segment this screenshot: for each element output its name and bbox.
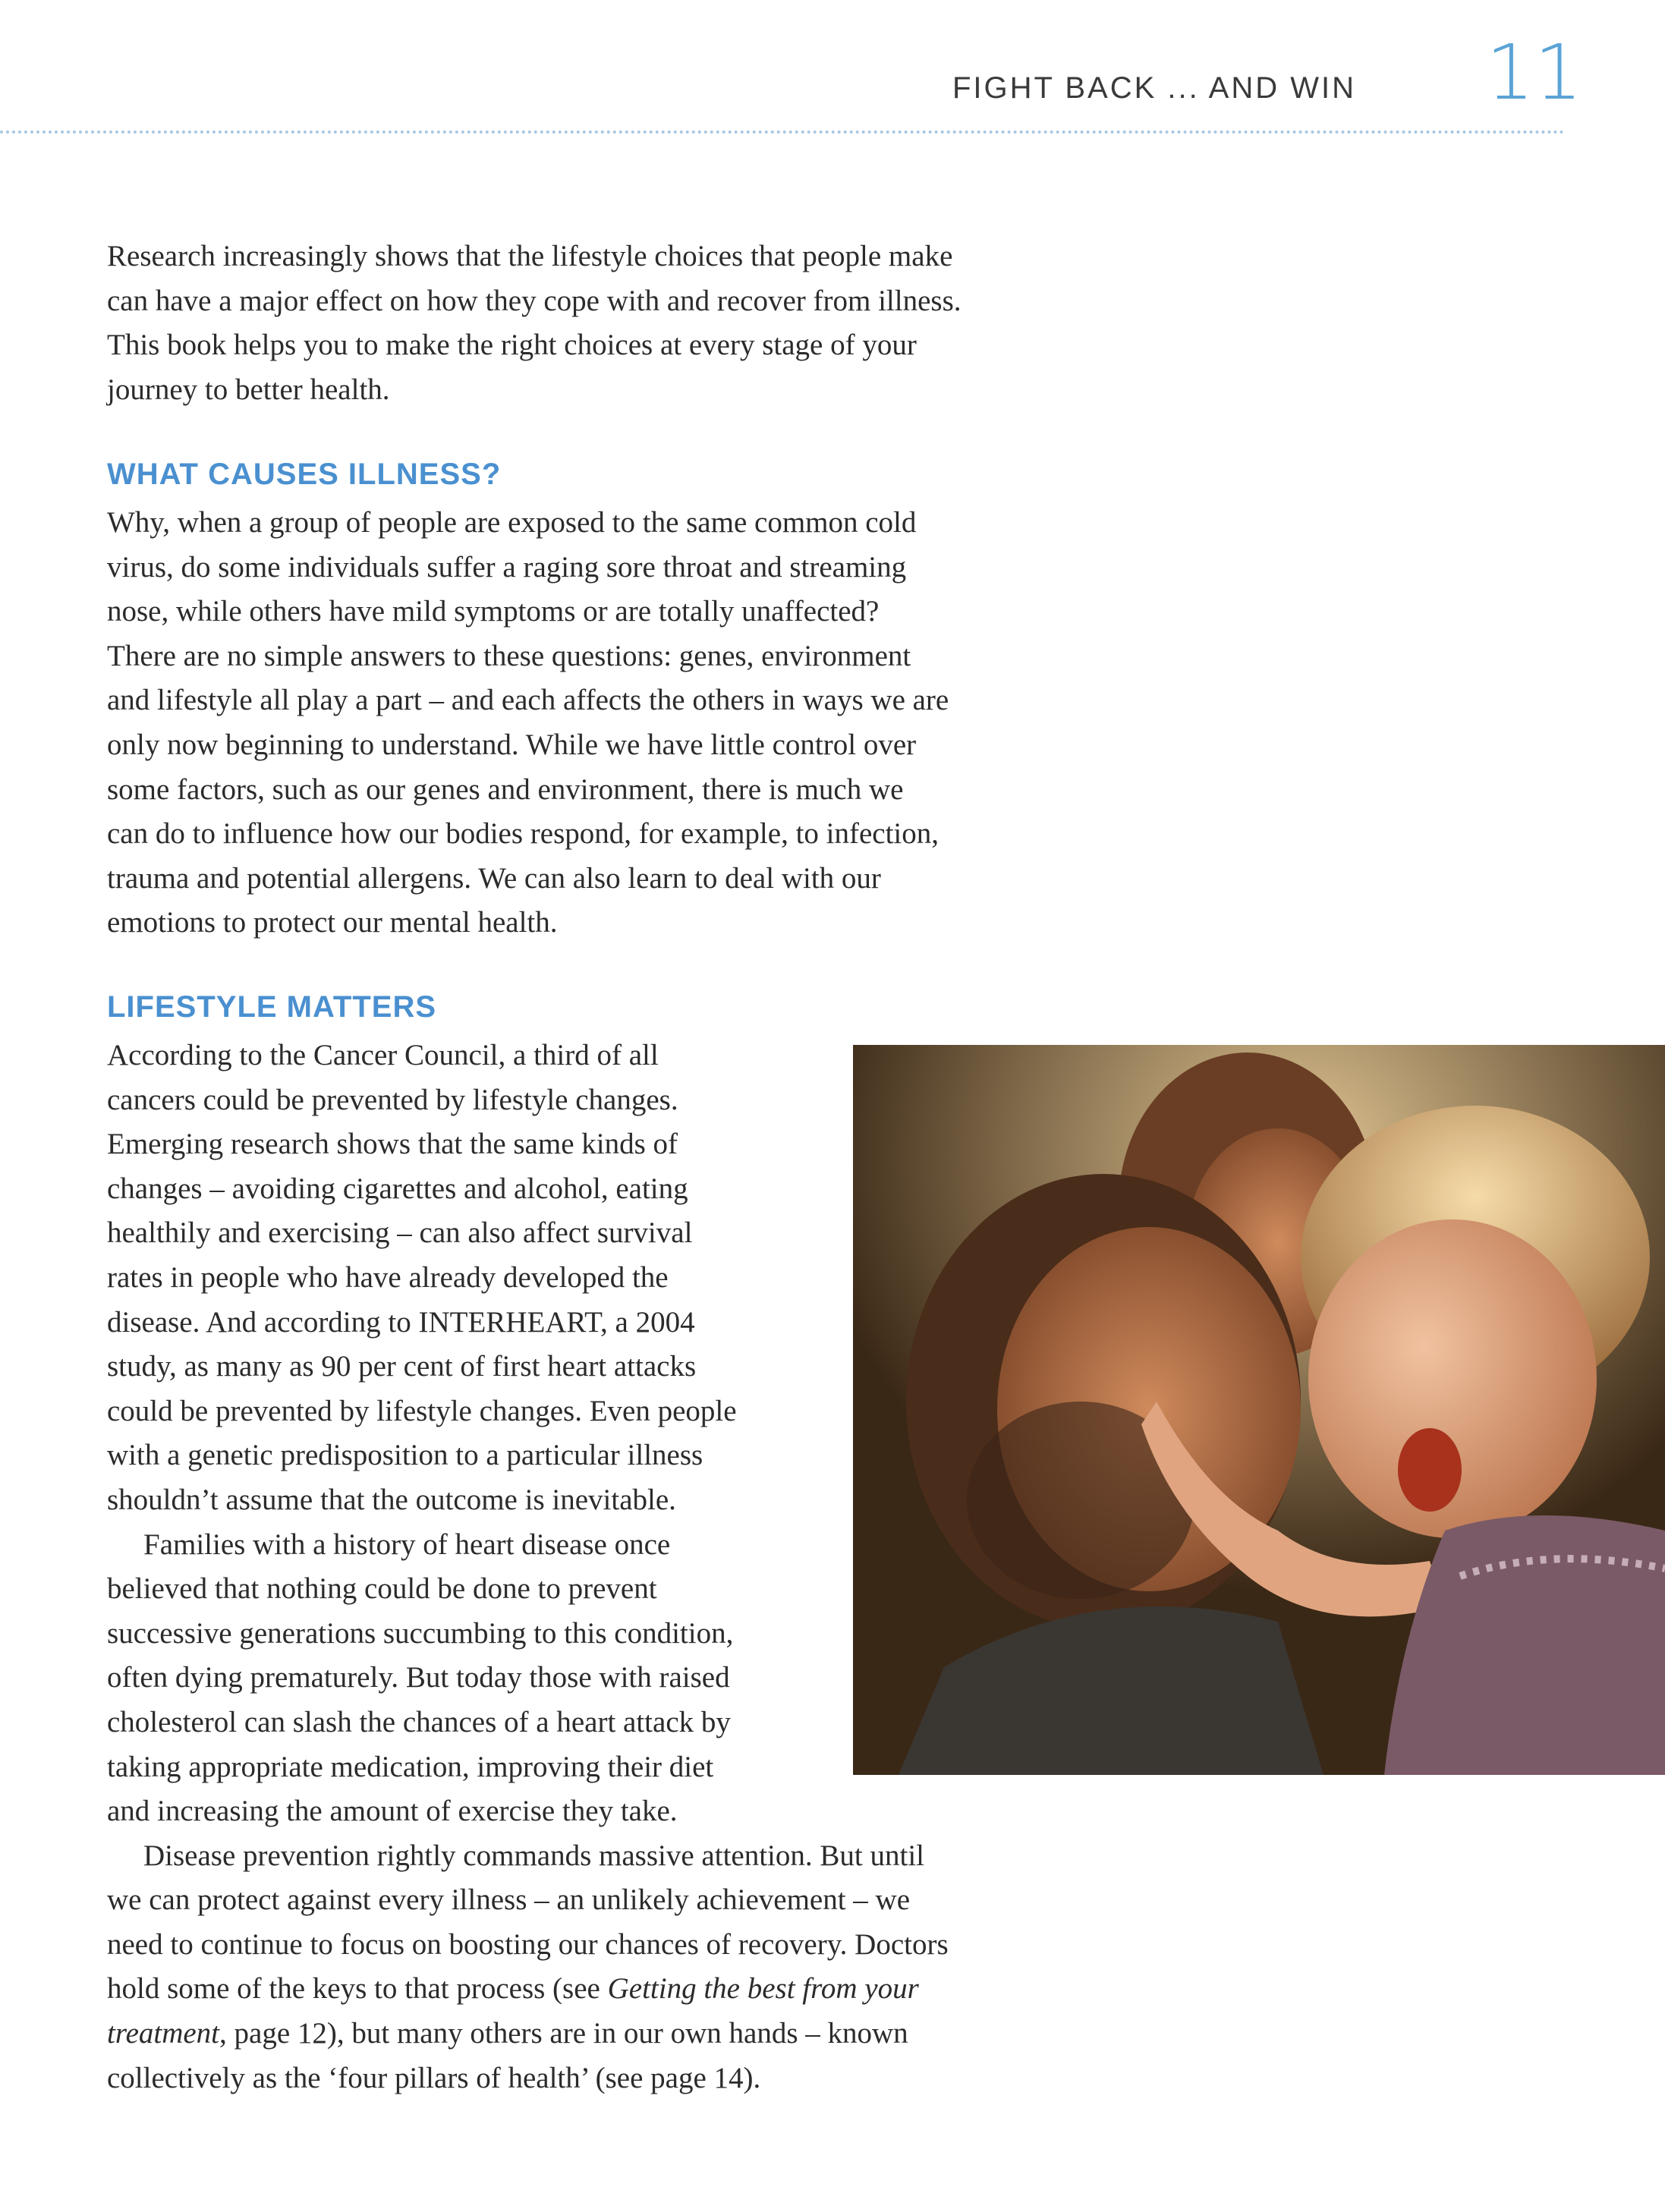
text-line: nose, while others have mild symptoms or are totally unaffected? (107, 595, 880, 628)
text-line: cholesterol can slash the chances of a heart attack by (107, 1705, 731, 1738)
text-line: Disease prevention rightly commands massive attention. But until (143, 1839, 924, 1872)
text-line: trauma and potential allergens. We can also learn to deal with our (107, 861, 881, 895)
causes-paragraph (107, 501, 949, 946)
lifestyle-body (107, 1034, 949, 2100)
text-line: journey to better health. (107, 373, 390, 406)
text-line: can do to influence how our bodies respond, for example, to infection, (107, 817, 940, 851)
text-line: need to continue to focus on boosting our chances of recovery. Doctors (107, 1927, 949, 1961)
text-line: successive generations succumbing to this condition, (107, 1616, 734, 1650)
text-line: changes – avoiding cigarettes and alcohol, eating (107, 1172, 688, 1205)
text-line: shouldn’t assume that the outcome is inevitable. (107, 1483, 676, 1516)
text-line: healthily and exercising – can also affect survival (107, 1216, 693, 1250)
text-line (107, 1967, 949, 2012)
text-line: This book helps you to make the right choices at every stage of your (107, 329, 917, 362)
text-line: study, as many as 90 per cent of first heart attacks (107, 1350, 697, 1383)
text-line: Research increasingly shows that the lifestyle choices that people make (107, 240, 953, 272)
text-line: Emerging research shows that the same kinds of (107, 1128, 678, 1161)
text-line (107, 2012, 949, 2056)
text-line: only now beginning to understand. While we have little control over (107, 728, 917, 761)
intro-paragraph (107, 234, 962, 412)
text-line: taking appropriate medication, improving their diet (107, 1750, 714, 1783)
text-line: with a genetic predisposition to a particular illness (107, 1439, 703, 1472)
text-line: emotions to protect our mental health. (107, 906, 558, 939)
text-line: and lifestyle all play a part – and each affects the others in ways we are (107, 684, 949, 717)
family-photo (853, 1045, 1665, 1775)
heading-lifestyle-matters: LIFESTYLE MATTERS (107, 990, 437, 1024)
book-title-italic: Getting the best from your (607, 1972, 919, 2006)
text-line: cancers could be prevented by lifestyle changes. (107, 1083, 678, 1116)
text-line: disease. And according to INTERHEART, a 2004 (107, 1305, 695, 1339)
text-line: virus, do some individuals suffer a raging sore throat and streaming (107, 550, 907, 584)
text-line: believed that nothing could be done to prevent (107, 1572, 657, 1606)
running-head-title: FIGHT BACK ... AND WIN (952, 71, 1356, 105)
text-line: can have a major effect on how they cope with and recover from illness. (107, 284, 962, 317)
text-line: collectively as the ‘four pillars of health’ (see page 14). (107, 2061, 761, 2094)
text-line: Families with a history of heart disease once (143, 1528, 671, 1561)
text-run: hold some of the keys to that process (see (107, 1972, 608, 2006)
text-line: Why, when a group of people are exposed to the same common cold (107, 506, 917, 539)
header-dotted-rule (0, 131, 1565, 134)
text-line: we can protect against every illness – an unlikely achievement – we (107, 1883, 911, 1917)
text-line: According to the Cancer Council, a third of all (107, 1039, 659, 1071)
text-line: often dying prematurely. But today those with raised (107, 1661, 730, 1694)
text-line: some factors, such as our genes and environment, there is much we (107, 772, 904, 806)
text-run: , page 12), but many others are in our own hands – known (219, 2017, 908, 2050)
text-line: and increasing the amount of exercise they take. (107, 1795, 678, 1828)
book-title-italic: treatment (107, 2017, 220, 2050)
text-line: There are no simple answers to these questions: genes, environment (107, 639, 911, 672)
text-line: rates in people who have already developed the (107, 1260, 669, 1294)
page-number: 11 (1486, 28, 1583, 117)
text-line: could be prevented by lifestyle changes. Even people (107, 1394, 737, 1427)
heading-what-causes-illness: WHAT CAUSES ILLNESS? (107, 458, 502, 491)
